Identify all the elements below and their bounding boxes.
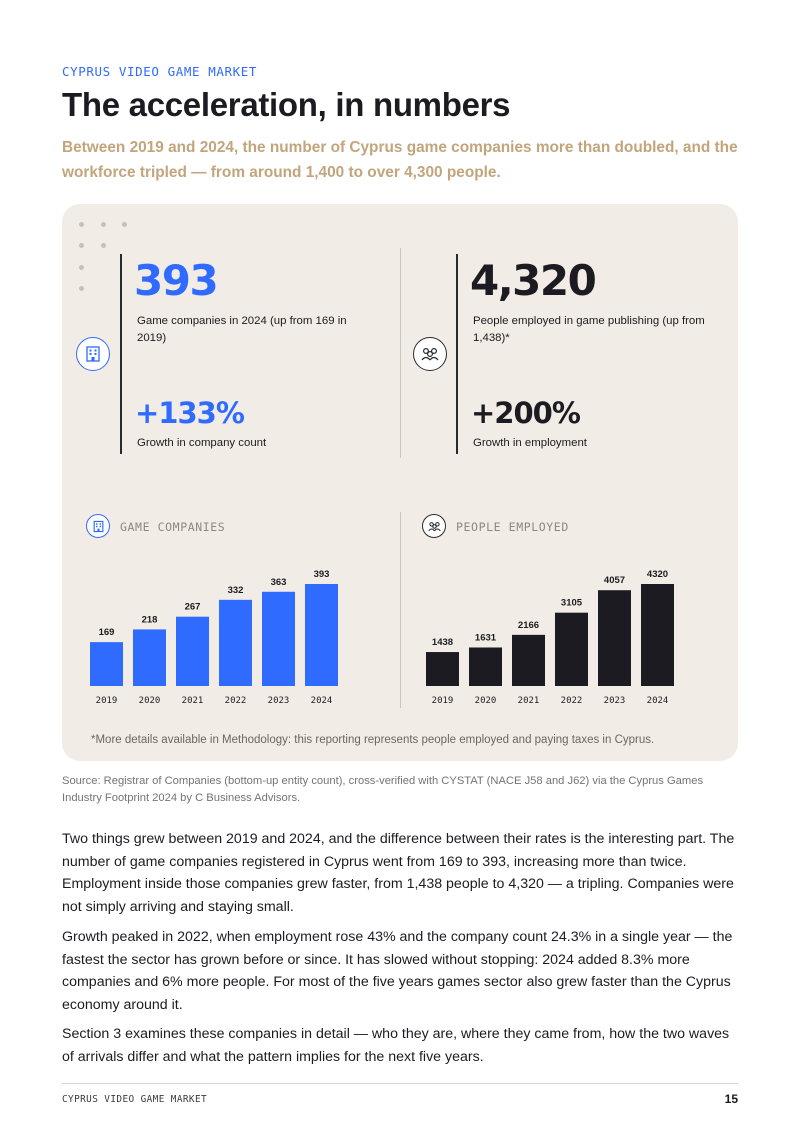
page-title: The acceleration, in numbers xyxy=(62,86,511,123)
source-note: Source: Registrar of Companies (bottom-up entity count), cross-verified with CYSTAT (NACE J58 and J62) via the Cyprus Games Industry Footprint 2024 by C Business Advisors. xyxy=(62,775,704,804)
bar-2022 xyxy=(219,600,252,686)
companies-desc: Game companies in 2024 (up from 169 in 2019) xyxy=(137,315,347,344)
bar-2021 xyxy=(176,617,209,686)
lede-paragraph: Between 2019 and 2024, the number of Cyprus game companies more than doubled, and the workforce tripled — from around 1,400 to over 4,300 people. xyxy=(62,139,738,181)
x-tick-label: 2019 xyxy=(95,696,118,706)
people-group-icon xyxy=(413,337,447,371)
body-paragraph: Section 3 examines these companies in detail — who they are, where they came from, how the two waves of arrivals differ and what the pattern implies for the next five years. xyxy=(62,1026,730,1065)
footer-title: CYPRUS VIDEO GAME MARKET xyxy=(62,1094,208,1105)
bar-value-label: 2166 xyxy=(517,619,540,631)
bar-value-label: 3105 xyxy=(560,597,583,609)
bar-value-label: 363 xyxy=(270,576,287,588)
x-tick-label: 2020 xyxy=(474,696,497,706)
bar-value-label: 169 xyxy=(98,627,115,639)
bar-value-label: 218 xyxy=(141,614,158,626)
methodology-note: *More details available in Methodology: this reporting represents people employed and paying taxes in Cyprus. xyxy=(91,734,655,746)
bar-2023 xyxy=(262,592,295,686)
bar-2024 xyxy=(641,584,674,686)
employment-desc: People employed in game publishing (up from 1,438)* xyxy=(473,315,705,344)
bar-2021 xyxy=(512,635,545,686)
bar-value-label: 1631 xyxy=(474,632,497,644)
employment-bar-chart xyxy=(418,564,708,709)
chart-divider xyxy=(400,512,401,708)
x-tick-label: 2019 xyxy=(431,696,454,706)
employment-value: 4,320 xyxy=(470,256,596,305)
x-tick-label: 2020 xyxy=(138,696,161,706)
office-building-icon xyxy=(86,514,110,538)
companies-bar-chart xyxy=(82,564,372,709)
companies-growth: +133% xyxy=(135,396,244,430)
x-tick-label: 2022 xyxy=(224,696,247,706)
bar-value-label: 393 xyxy=(313,569,330,580)
left-divider xyxy=(120,254,122,454)
people-group-icon xyxy=(422,514,446,538)
body-paragraph: Growth peaked in 2022, when employment rose 43% and the company count 24.3% in a single year — the fastest the sector has grown before or since. It has slowed without stopping: 2024 added 8.3% more companies and 6% more people. For most of the five years games sector also grew faster than the Cyprus economy around it. xyxy=(62,929,733,1013)
bar-2019 xyxy=(426,652,459,686)
bar-2023 xyxy=(598,590,631,686)
bar-2024 xyxy=(305,584,338,686)
bar-value-label: 1438 xyxy=(431,637,454,649)
bar-value-label: 4320 xyxy=(646,569,669,580)
companies-growth-desc: Growth in company count xyxy=(137,437,267,449)
office-building-icon xyxy=(76,337,110,371)
bar-2020 xyxy=(133,629,166,686)
bar-value-label: 267 xyxy=(184,601,201,613)
chart-title-companies: GAME COMPANIES xyxy=(120,520,226,534)
center-divider xyxy=(400,248,401,458)
x-tick-label: 2023 xyxy=(267,696,290,706)
bar-2019 xyxy=(90,642,123,686)
x-tick-label: 2024 xyxy=(646,696,669,706)
right-divider xyxy=(456,254,458,454)
section-eyebrow: CYPRUS VIDEO GAME MARKET xyxy=(62,64,258,79)
footer-divider xyxy=(62,1083,738,1084)
chart-title-employed: PEOPLE EMPLOYED xyxy=(456,520,569,534)
stats-card xyxy=(62,204,738,761)
employment-growth-desc: Growth in employment xyxy=(473,437,587,449)
bar-2022 xyxy=(555,613,588,686)
x-tick-label: 2022 xyxy=(560,696,583,706)
bar-value-label: 4057 xyxy=(603,575,626,587)
employment-growth: +200% xyxy=(471,396,580,430)
x-tick-label: 2021 xyxy=(517,696,540,706)
x-tick-label: 2023 xyxy=(603,696,626,706)
companies-value: 393 xyxy=(134,256,218,305)
bar-2020 xyxy=(469,647,502,686)
bar-value-label: 332 xyxy=(227,584,244,596)
body-paragraph: Two things grew between 2019 and 2024, and the difference between their rates is the interesting part. The number of game companies registered in Cyprus went from 169 to 393, increasing more than twice. Employment inside those companies grew faster, from 1,438 people to 4,320 — a tripling. Companies were not simply arriving and staying small. xyxy=(62,831,735,915)
page-number: 15 xyxy=(724,1092,738,1106)
x-tick-label: 2024 xyxy=(310,696,333,706)
x-tick-label: 2021 xyxy=(181,696,204,706)
